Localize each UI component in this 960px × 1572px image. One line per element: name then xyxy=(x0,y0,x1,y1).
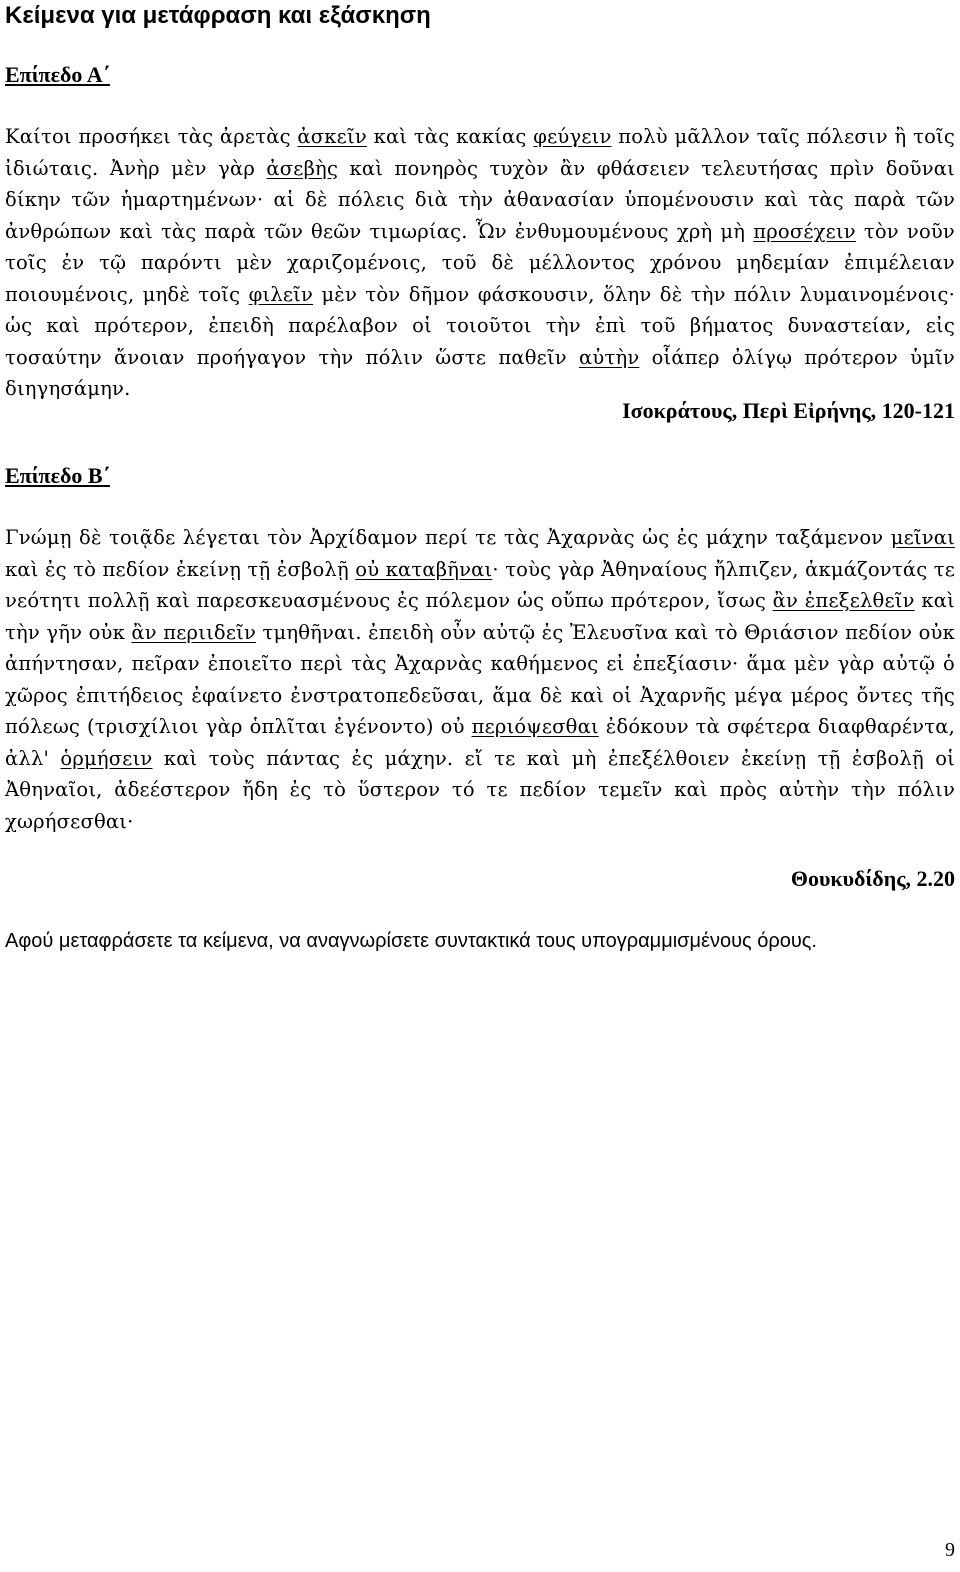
underlined-term: προσέχειν xyxy=(753,219,856,243)
page-title: Κείμενα για μετάφραση και εξάσκηση xyxy=(5,2,431,29)
text-run: καὶ τὰς κακίας xyxy=(366,125,534,148)
underlined-term: φεύγειν xyxy=(533,125,612,148)
underlined-term: φιλεῖν xyxy=(248,282,314,306)
level-b-source: Θουκυδίδης, 2.20 xyxy=(790,866,955,891)
text-run: καὶ τοὺς πάντας ἐς μάχην. εἴ τε καὶ μὴ ἐπεξέλθοιεν ἐκείνῃ τῇ ἐσβολῇ οἱ Ἀθηναῖοι, ἀδεέστερον ἤδη ἐς τὸ ὕστερον τό τε πεδίον τεμεῖν καὶ πρὸς αὐτὴν τὴν πόλιν χωρήσεσθαι· xyxy=(5,746,955,833)
level-a-source: Ισοκράτους, Περὶ Εἰρήνης, 120-121 xyxy=(622,398,955,423)
text-run: τμηθῆναι. ἐπειδὴ οὖν αὐτῷ ἐς Ἐλευσῖνα καὶ τὸ Θριάσιον πεδίον οὐκ ἀπήντησαν, πεῖραν ἐποιεῖτο περὶ τὰς Ἀχαρνὰς καθήμενος εἰ ἐπεξίασιν· ἅμα μὲν γὰρ αὐτῷ ὁ χῶρος ἐπιτήδειος ἐφαίνετο ἐνστρατοπεδεῦσαι, ἅμα δὲ καὶ οἱ Ἀχαρνῆς μέγα μέρος ὄντες τῆς πόλεως (τρισχίλιοι γὰρ ὁπλῖται ἐγένοντο) οὐ xyxy=(5,620,955,738)
text-run: καὶ πονηρὸς τυχὸν ἂν φθάσειεν τελευτήσας πρὶν δοῦναι δίκην τῶν ἡμαρτημένων· αἱ δὲ πόλεις διὰ τὴν ἀθανασίαν ὑπομένουσιν καὶ τὰς παρὰ τῶν ἀνθρώπων καὶ τὰς παρὰ τῶν θεῶν τιμωρίας. Ὧν ἐνθυμουμένους χρὴ μὴ xyxy=(5,156,955,243)
underlined-term: ἀσκεῖν xyxy=(297,125,367,148)
text-run: οἷάπερ ὀλίγῳ πρότερον ὑμῖν διηγησάμην. xyxy=(5,345,955,400)
text-run: Καίτοι προσήκει τὰς ἀρετὰς xyxy=(5,125,298,148)
underlined-term: ἂν περιιδεῖν xyxy=(131,620,257,644)
level-a-heading: Επίπεδο Α΄ xyxy=(5,62,110,87)
text-run: καὶ ἐς τὸ πεδίον ἐκείνῃ τῇ ἐσβολῇ xyxy=(5,557,356,581)
underlined-term: ὁρμήσειν xyxy=(60,746,153,770)
underlined-term: αὐτὴν xyxy=(579,345,640,369)
underlined-term: ἂν ἐπεξελθεῖν xyxy=(772,589,915,612)
underlined-term: οὐ καταβῆναι xyxy=(355,557,493,581)
page-number: 9 xyxy=(945,1539,955,1561)
text-run: τὸν νοῦν τοῖς ἐν τῷ παρόντι μὲν χαριζομένοις, τοῦ δὲ μέλλοντος χρόνου μηδεμίαν ἐπιμέλειαν ποιουμένοις, μηδὲ τοῖς xyxy=(5,219,955,306)
text-run: · τοὺς γὰρ Ἀθηναίους ἤλπιζεν, ἀκμάζοντάς τε νεότητι πολλῇ καὶ παρεσκευασμένους ἐς πόλεμον ὡς οὔπω πρότερον, ἴσως xyxy=(5,557,956,612)
underlined-term: μεῖναι xyxy=(890,526,955,549)
text-run: μὲν τὸν δῆμον φάσκουσιν, ὅλην δὲ τὴν πόλιν λυμαινομένοις· ὡς καὶ πρότερον, ἐπειδὴ παρέλαβον οἱ τοιοῦτοι τὴν ἐπὶ τοῦ βήματος δυναστείαν, εἰς τοσαύτην ἄνοιαν προήγαγον τὴν πόλιν ὥστε παθεῖν xyxy=(5,282,955,369)
text-run: καὶ τὴν γῆν οὐκ xyxy=(5,589,955,644)
level-a-text xyxy=(5,121,955,405)
text-run: πολὺ μᾶλλον ταῖς πόλεσιν ἢ τοῖς ἰδιώταις. Ἀνὴρ μὲν γὰρ xyxy=(5,125,956,180)
text-run: ἐδόκουν τὰ σφέτερα διαφθαρέντα, ἀλλ' xyxy=(5,715,955,770)
level-b-heading: Επίπεδο Β΄ xyxy=(5,463,110,488)
level-b-text xyxy=(5,522,955,837)
underlined-term: περιόψεσθαι xyxy=(471,715,599,738)
instruction-text: Αφού μεταφράσετε τα κείμενα, να αναγνωρίσετε συντακτικά τους υπογραμμισμένους όρους. xyxy=(5,930,817,952)
text-run: Γνώμῃ δὲ τοιᾷδε λέγεται τὸν Ἀρχίδαμον περί τε τὰς Ἀχαρνὰς ὡς ἐς μάχην ταξάμενον xyxy=(5,526,891,549)
underlined-term: ἀσεβὴς xyxy=(266,156,339,180)
